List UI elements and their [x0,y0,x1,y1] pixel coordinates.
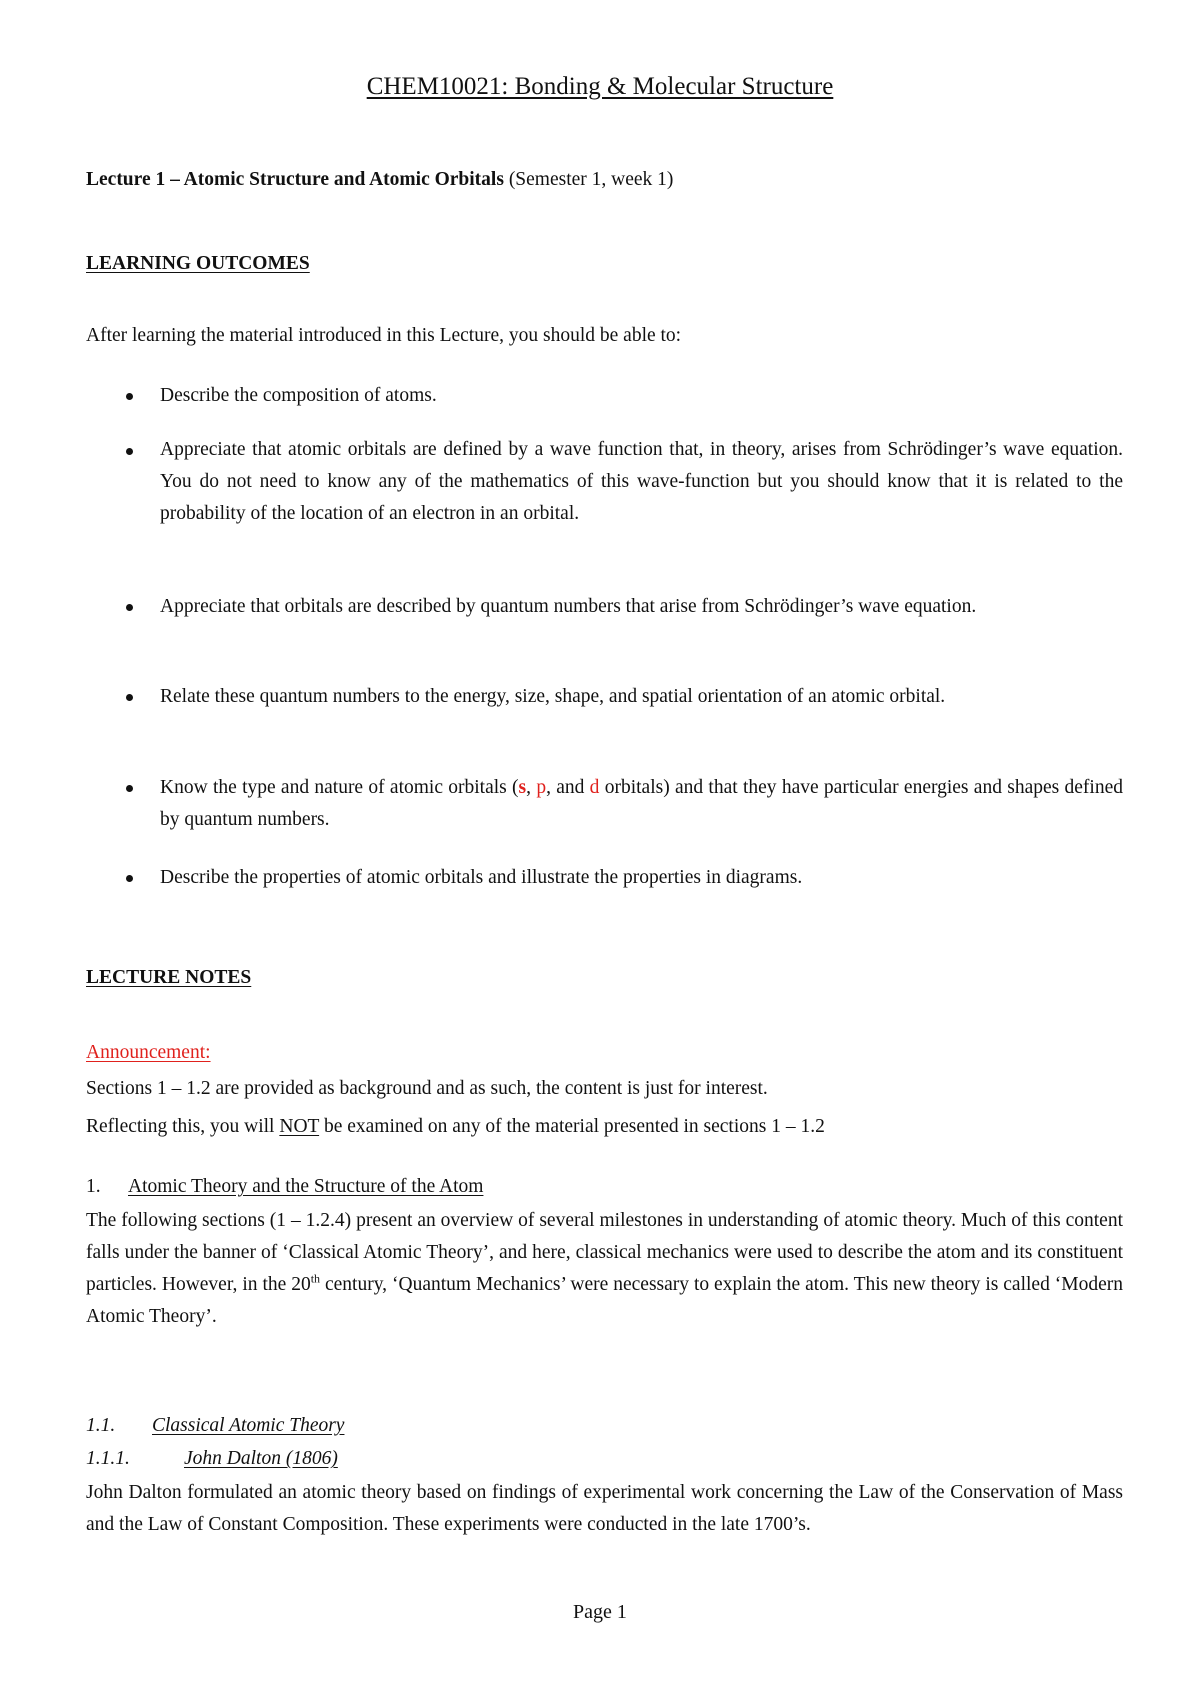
outcome-item-2: Appreciate that atomic orbitals are defined by a wave function that, in theory, arises from Schrödinger’s wave equation. You do not need to know any of the mathematics of this wave-function but you should know that it is related to the probability of the location of an electron in an orbital. [160,439,1123,524]
announcement-line-2 [86,1111,825,1143]
section-1-body-after: century, ‘Quantum Mechanics’ were necessary to explain the atom. This new theory is called ‘Modern Atomic Theory’. [86,1274,1123,1327]
page-number: Page 1 [573,1601,627,1623]
section-1-1-title: Classical Atomic Theory [152,1415,345,1436]
section-1-1-heading [86,1410,344,1442]
lecture-title [86,164,673,196]
bullet-icon [126,694,133,701]
outcome-5-sep1: , [526,777,537,798]
outcome-5-text-before: Know the type and nature of atomic orbitals ( [160,777,519,798]
section-1-body-before: The following sections (1 – 1.2.4) present an overview of several milestones in understanding of atomic theory. Much of this content falls under the banner of ‘Classical Atomic Theory’, and here, classical mechanics were used to describe the atom and its constituent particles. However, in the 20 [86,1210,1123,1295]
orbital-d-label: d [589,777,600,798]
announcement-not-emphasis: NOT [279,1116,320,1137]
announcement-line-2-after: be examined on any of the material presented in sections 1 – 1.2 [319,1116,825,1137]
section-1-1-1-heading [86,1443,338,1475]
section-1-1-1-title: John Dalton (1806) [184,1448,338,1469]
outcome-item-1: Describe the composition of atoms. [160,385,437,406]
announcement-line-2-before: Reflecting this, you will [86,1116,280,1137]
lecture-title-bold: Lecture 1 – Atomic Structure and Atomic Orbitals [86,169,504,190]
bullet-icon [126,604,133,611]
learning-outcomes-heading: LEARNING OUTCOMES [86,253,310,274]
section-1-number: 1. [86,1176,101,1197]
section-1-1-1-number: 1.1.1. [86,1448,130,1469]
announcement-line-1: Sections 1 – 1.2 are provided as background and as such, the content is just for interest. [86,1078,768,1099]
section-1-title: Atomic Theory and the Structure of the Atom [128,1176,484,1197]
outcome-item-6: Describe the properties of atomic orbitals and illustrate the properties in diagrams. [160,867,803,888]
orbital-s-label: s [518,777,527,798]
lecture-notes-heading: LECTURE NOTES [86,967,252,988]
outcome-item-3: Appreciate that orbitals are described by quantum numbers that arise from Schrödinger’s wave equation. [160,596,977,617]
outcome-5-text-after: orbitals) and that they have particular energies and shapes defined by quantum numbers. [160,777,1124,830]
lecture-title-suffix: (Semester 1, week 1) [503,169,674,190]
outcome-5-sep2: , and [546,777,590,798]
course-title: CHEM10021: Bonding & Molecular Structure [366,73,834,100]
learning-outcomes-intro: After learning the material introduced in this Lecture, you should be able to: [86,325,682,346]
section-1-body [86,1205,1123,1333]
outcome-item-5 [160,772,1123,836]
section-1-1-number: 1.1. [86,1415,116,1436]
bullet-icon [126,875,133,882]
announcement-label: Announcement: [86,1042,211,1063]
bullet-icon [126,393,133,400]
section-1-heading [86,1171,483,1203]
bullet-icon [126,448,133,455]
section-1-1-1-body: John Dalton formulated an atomic theory based on findings of experimental work concerning the Law of the Conservation of Mass and the Law of Constant Composition. These experiments were conducted in the late 1700’s. [86,1482,1123,1535]
orbital-p-label: p [536,777,547,798]
bullet-icon [126,785,133,792]
outcome-item-4: Relate these quantum numbers to the energy, size, shape, and spatial orientation of an atomic orbital. [160,686,946,707]
section-1-body-superscript: th [310,1271,321,1286]
